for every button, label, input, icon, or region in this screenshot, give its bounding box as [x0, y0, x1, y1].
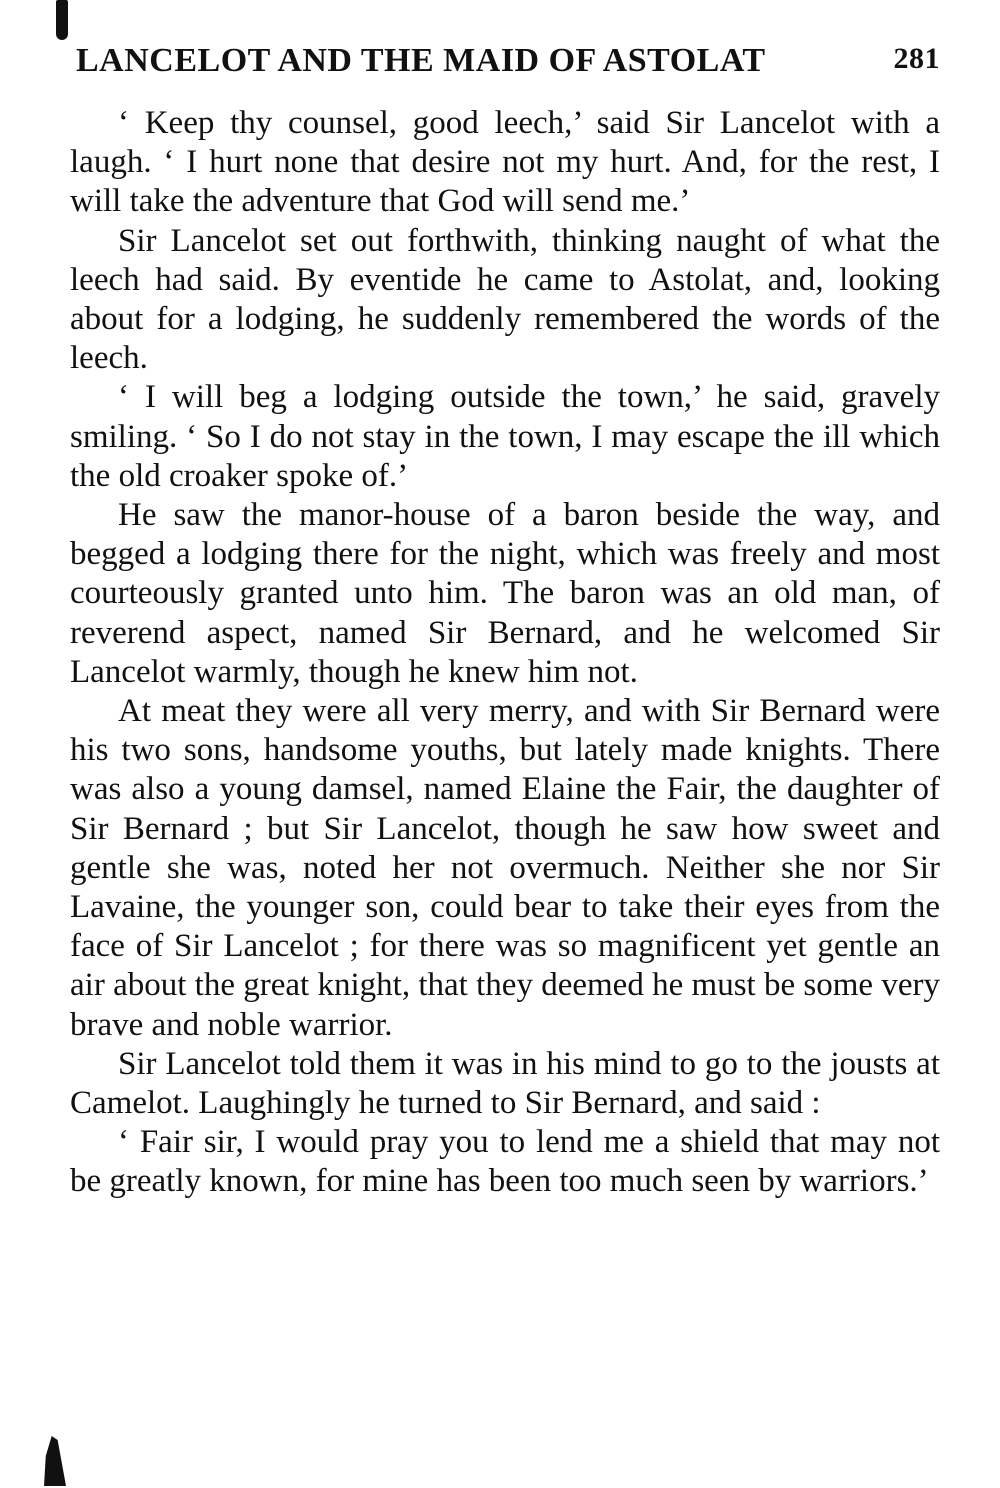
paragraph-5: At meat they were all very merry, and with Sir Bernard were his two sons, handsome youths, but lately made knights. There was also a young damsel, named Elaine the Fair, the daughter of Sir Bernard ; but Sir Lancelot, though he saw how sweet and gentle she was, noted her not overmuch. Neither she nor Sir Lavaine, the younger son, could bear to take their eyes from the face of Sir Lancelot ; for there was so magnificent yet gentle an air about the great knight, that they deemed he must be some very brave and noble warrior.: [70, 693, 940, 1043]
body-text: [70, 104, 940, 1202]
paragraph-3: ‘ I will beg a lodging outside the town,’ he said, gravely smiling. ‘ So I do not stay in the town, I may escape the ill which the old croaker spoke of.’: [70, 379, 940, 494]
running-title: LANCELOT AND THE MAID OF ASTOLAT: [76, 42, 766, 79]
paragraph-2: Sir Lancelot set out forthwith, thinking naught of what the leech had said. By eventide he came to Astolat, and, looking about for a lodging, he suddenly remembered the words of the leech.: [70, 222, 940, 377]
paragraph-4: He saw the manor-house of a baron beside the way, and begged a lodging there for the night, which was freely and most courteously granted unto him. The baron was an old man, of reverend aspect, named Sir Bernard, and he welcomed Sir Lancelot warmly, though he knew him not.: [70, 497, 940, 690]
scan-mark-bottom: [44, 1436, 66, 1486]
paragraph-6: Sir Lancelot told them it was in his mind to go to the jousts at Camelot. Laughingly he turned to Sir Bernard, and said :: [70, 1045, 940, 1122]
running-header: [76, 42, 940, 84]
scan-mark-top: [56, 0, 68, 40]
page-number: 281: [893, 42, 940, 75]
paragraph-7: ‘ Fair sir, I would pray you to lend me a shield that may not be greatly known, for mine has been too much seen by warriors.’: [70, 1124, 940, 1200]
paragraph-1: ‘ Keep thy counsel, good leech,’ said Sir Lancelot with a laugh. ‘ I hurt none that desire not my hurt. And, for the rest, I will take the adventure that God will send me.’: [70, 105, 940, 220]
